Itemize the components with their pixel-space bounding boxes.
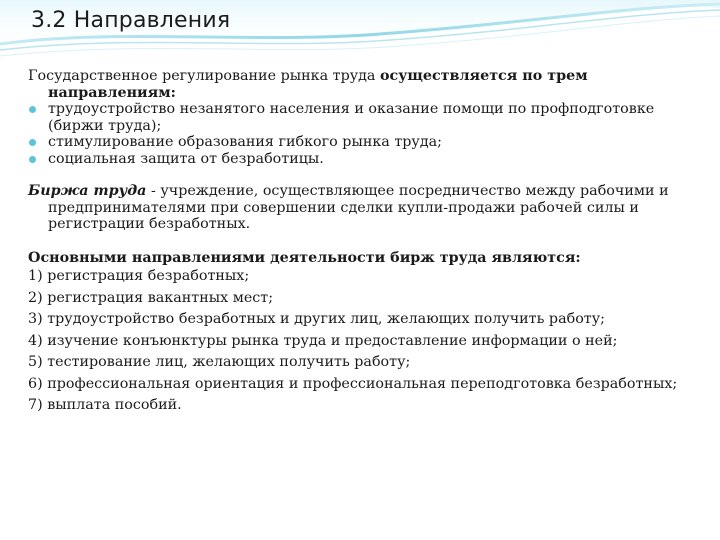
definition-term: Биржа труда: [28, 183, 147, 199]
list-item: стимулирование образования гибкого рынка труда;: [28, 134, 714, 151]
list-item: 3) трудоустройство безработных и других лиц, желающих получить работу;: [28, 311, 605, 327]
bullet-icon: [29, 139, 36, 146]
activities-heading: Основными направлениями деятельности бирж труда являются:: [28, 249, 581, 266]
definition-paragraph: [28, 183, 714, 233]
list-item: социальная защита от безработицы.: [28, 151, 714, 168]
list-item: 6) профессиональная ориентация и профессиональная переподготовка безработных;: [28, 375, 678, 392]
directions-list: [28, 101, 714, 167]
list-item: трудоустройство незанятого населения и оказание помощи по профподготовке (биржи труда);: [28, 101, 714, 134]
intro-emphasis: осуществляется по трем направлениям:: [48, 68, 588, 101]
activities-list: [28, 266, 714, 417]
bullet-icon: [29, 156, 36, 163]
intro-paragraph: [28, 68, 714, 101]
intro-text: Государственное регулирование рынка труда: [28, 68, 380, 84]
slide-title: 3.2 Направления: [31, 8, 231, 33]
list-item: 4) изучение конъюнктуры рынка труда и предоставление информации о ней;: [28, 332, 618, 349]
list-item: 2) регистрация вакантных мест;: [28, 289, 274, 306]
definition-text: - учреждение, осуществляющее посредничество между рабочими и предпринимателями при совершении сделки купли-продажи рабочей силы и регистрации безработных.: [48, 183, 669, 232]
bullet-icon: [29, 106, 36, 113]
list-item: 1) регистрация безработных;: [28, 268, 250, 284]
list-item: 5) тестирование лиц, желающих получить работу;: [28, 354, 411, 370]
slide-body: [28, 68, 714, 417]
list-item: 7) выплата пособий.: [28, 397, 182, 413]
